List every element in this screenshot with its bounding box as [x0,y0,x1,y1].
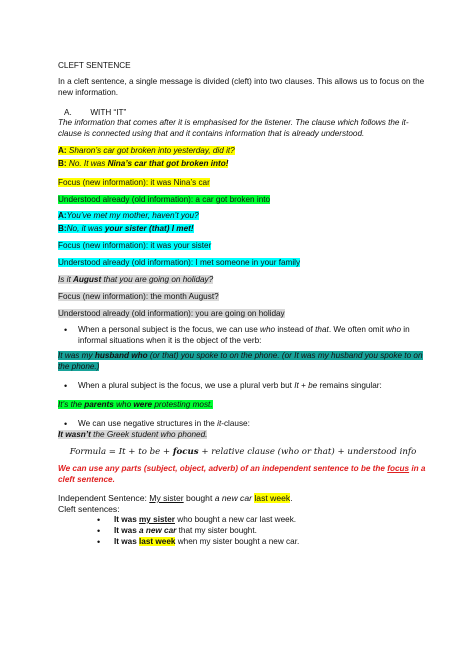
bullet-glyph: • [97,515,101,525]
example1-a-text: Sharon’s car got broken into yesterday, did it? [66,146,235,155]
example2-b-bold: your sister (that) I met! [104,224,194,233]
example1-b-bold: Nina’s car that got broken into! [107,159,229,168]
explanation-paragraph: The information that comes after it is emphasised for the listener. The clause which follows the it-clause is connected using that and it contains information that is already understood. [58,118,409,138]
section-marker: A. [64,108,72,117]
example2-line-b [58,224,428,235]
example3-focus: Focus (new information): the month August? [58,292,219,301]
note-paragraph: We can use any parts (subject, object, adverb) of an independent sentence to be the focus in a cleft sentence. [58,464,426,484]
formula: Formula = It + to be + focus + relative clause (who or that) + understood info [69,447,417,457]
page-title: CLEFT SENTENCE [58,61,131,70]
cleft-item-3: It was last week when my sister bought a new car. [114,537,300,546]
example4-bold: husband who [94,351,148,360]
bullet3-text: We can use negative structures in the it-clause: [78,419,250,428]
bullet-glyph: • [97,526,101,536]
intro-paragraph: In a cleft sentence, a single message is divided (cleft) into two clauses. This allows us to focus on the new information. [58,77,425,97]
example3-bold: August [73,275,102,284]
example5: It’s the parents who were protesting most. [58,400,213,409]
speaker-a-label: A: [58,211,67,220]
speaker-a-label: A: [58,146,67,155]
bullet-glyph: • [64,325,68,335]
example2-focus: Focus (new information): it was your sister [58,241,212,250]
cleft-item-2: It was a new car that my sister bought. [114,526,257,535]
independent-sentence: Independent Sentence: My sister bought a new car last week. [58,493,293,503]
speaker-b-label: B: [58,224,67,233]
speaker-b-label: B: [58,159,67,168]
example4: It was my husband who (or that) you spoke to on the phone. (or It was my husband you spoke to on the phone.) [58,351,423,371]
example3-understood: Understood already (old information): you are going on holiday [58,309,285,318]
example6: It wasn’t the Greek student who phoned. [58,430,208,439]
bullet-glyph: • [97,537,101,547]
example2-understood: Understood already (old information): I met someone in your family [58,258,301,267]
example1-line-a [58,146,428,157]
example2-line-a [58,211,428,222]
bullet-glyph: • [64,381,68,391]
section-heading [64,108,434,119]
example2-b-text: No, it was [66,224,105,233]
bullet1-text: When a personal subject is the focus, we can use who instead of that. We often omit who in informal situations when it is the object of the verb: [78,325,410,345]
example1-understood: Understood already (old information): a car got broken into [58,195,271,204]
example1-b-text: No. It was [66,159,108,168]
bullet-glyph: • [64,419,68,429]
cleft-sentences-label: Cleft sentences: [58,504,120,514]
section-title: WITH “IT” [90,108,127,117]
cleft-item-1: It was my sister who bought a new car last week. [114,515,297,524]
example1-line-b [58,159,428,170]
example2-a-text: You’ve met my mother, haven’t you? [66,211,199,220]
example3-question: Is it August that you are going on holiday? [58,275,214,284]
example1-focus: Focus (new information): it was Nina’s car [58,178,210,187]
bullet2-text: When a plural subject is the focus, we use a plural verb but It + be remains singular: [78,381,382,390]
